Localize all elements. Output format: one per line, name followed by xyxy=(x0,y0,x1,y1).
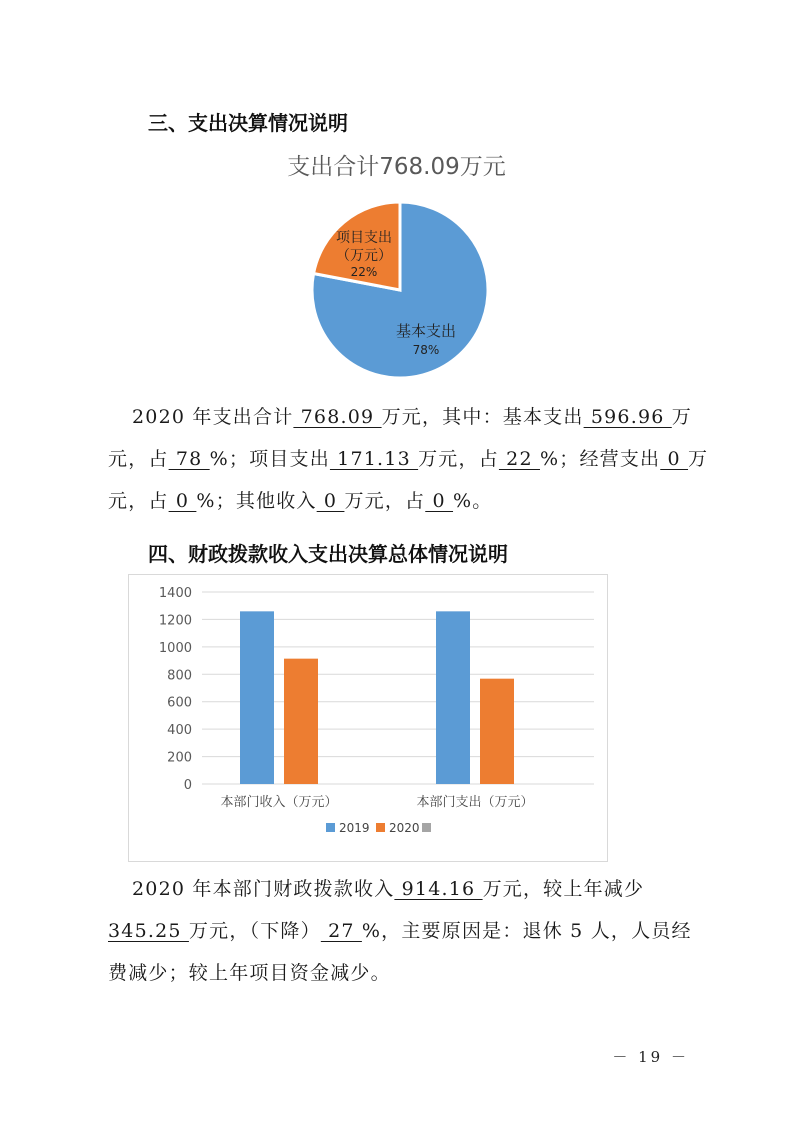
fiscal-bar-chart xyxy=(128,574,608,862)
operating-expenditure-value: 0 xyxy=(660,448,689,470)
text-fragment: %；经营支出 xyxy=(539,448,661,470)
section-3-heading: 三、支出决算情况说明 xyxy=(148,111,348,135)
pie-chart-title: 支出合计768.09万元 xyxy=(287,154,506,180)
x-category-label: 本部门收入（万元） xyxy=(220,795,338,810)
page-number: － 19 － xyxy=(612,1048,689,1066)
y-tick-label: 1400 xyxy=(158,586,192,601)
bar-2020-0 xyxy=(284,659,318,784)
text-fragment: 万 xyxy=(671,406,692,428)
pie-label-project-line1: 项目支出 xyxy=(336,230,392,246)
bar-2019-1 xyxy=(436,611,470,784)
bar-2019-0 xyxy=(240,611,274,784)
x-category-label: 本部门支出（万元） xyxy=(416,795,534,810)
legend-swatch-extra xyxy=(422,823,431,832)
decrease-amount-value: 345.25 xyxy=(108,920,189,942)
text-fragment: 2020 年支出合计 xyxy=(132,406,294,428)
section-3-paragraph xyxy=(108,396,709,522)
project-expenditure-value: 171.13 xyxy=(329,448,419,470)
y-tick-label: 800 xyxy=(167,668,192,684)
text-fragment: 万元，较上年减少 xyxy=(482,878,645,900)
section-4-paragraph xyxy=(108,868,698,994)
text-fragment: 万元，其中：基本支出 xyxy=(381,406,584,428)
basic-expenditure-value: 596.96 xyxy=(583,406,672,428)
text-fragment: 万元，（下降） xyxy=(188,920,321,942)
operating-percent-value: 0 xyxy=(168,490,197,512)
other-income-value: 0 xyxy=(316,490,345,512)
project-percent-value: 22 xyxy=(498,448,540,470)
legend-label: 2019 xyxy=(339,821,370,835)
text-fragment: %。 xyxy=(453,490,493,512)
fiscal-income-value: 914.16 xyxy=(394,878,483,900)
legend-swatch xyxy=(376,823,385,832)
pie-label-basic-percent: 78% xyxy=(412,343,440,357)
expenditure-pie-chart xyxy=(300,190,500,390)
pie-label-project-percent: 22% xyxy=(350,265,378,279)
y-tick-label: 1000 xyxy=(158,640,192,656)
text-fragment: 万 xyxy=(688,448,709,470)
y-tick-label: 200 xyxy=(167,750,192,766)
text-fragment: 万元，占 xyxy=(418,448,499,470)
y-tick-label: 600 xyxy=(167,695,192,711)
legend-swatch xyxy=(326,823,335,832)
y-tick-label: 400 xyxy=(167,723,192,739)
text-fragment: 元，占 xyxy=(108,490,169,512)
text-fragment: 元，占 xyxy=(108,448,169,470)
decrease-percent-value: 27 xyxy=(320,920,362,942)
text-fragment: %；项目支出 xyxy=(209,448,330,470)
chart-frame xyxy=(129,575,608,862)
legend-label: 2020 xyxy=(389,821,420,835)
pie-label-project-line2: （万元） xyxy=(336,248,392,264)
other-percent-value: 0 xyxy=(425,490,454,512)
pie-label-basic: 基本支出 xyxy=(395,322,457,340)
text-fragment: %，主要原因是：退休 5 人，人员经 xyxy=(361,920,692,942)
total-expenditure-value: 768.09 xyxy=(293,406,382,428)
y-tick-label: 1200 xyxy=(158,613,192,629)
basic-percent-value: 78 xyxy=(168,448,210,470)
section-4-heading: 四、财政拨款收入支出决算总体情况说明 xyxy=(148,542,508,566)
bar-2020-1 xyxy=(480,679,514,784)
text-fragment: %；其他收入 xyxy=(196,490,317,512)
text-fragment: 2020 年本部门财政拨款收入 xyxy=(132,878,395,900)
text-fragment: 万元，占 xyxy=(344,490,426,512)
y-tick-label: 0 xyxy=(183,778,192,793)
text-fragment: 费减少；较上年项目资金减少。 xyxy=(108,962,391,984)
